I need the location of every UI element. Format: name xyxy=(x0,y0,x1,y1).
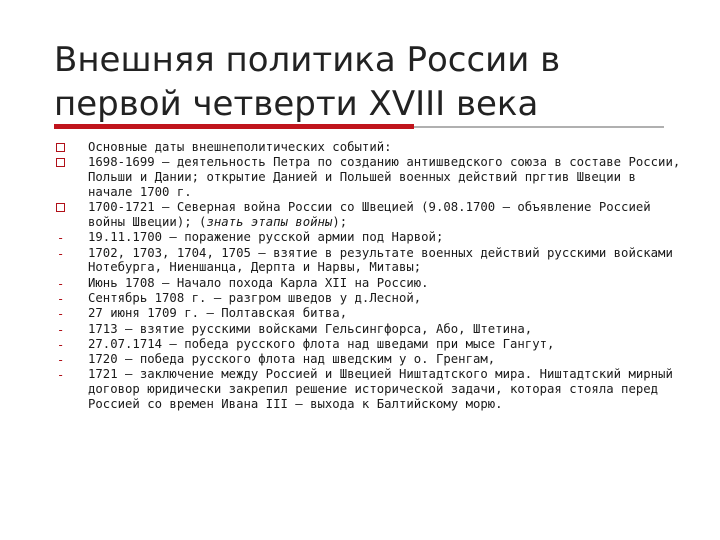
list-item xyxy=(54,291,684,306)
dash-bullet-icon: - xyxy=(57,291,65,306)
item-text: 1720 – победа русского флота над шведским у о. Гренгам, xyxy=(88,352,496,367)
title-underline-accent xyxy=(54,124,414,129)
square-bullet-icon xyxy=(54,155,88,199)
list-item xyxy=(54,200,684,230)
item-text: 1721 – заключение между Россией и Швецией Ништадтского мира. Ништадтский мирный договор юридически закрепил решение исторической задачи, которая стояла перед Россией со времен Ивана III – выхода к Балтийскому морю. xyxy=(88,367,681,412)
list-item xyxy=(54,306,684,321)
title-underline-gray xyxy=(414,126,664,128)
item-text: 19.11.1700 – поражение русской армии под Нарвой; xyxy=(88,230,444,245)
square-bullet-icon xyxy=(54,140,88,155)
dash-bullet-icon: - xyxy=(57,307,65,322)
item-text: 27 июня 1709 г. – Полтавская битва, xyxy=(88,306,348,321)
list-item xyxy=(54,352,684,367)
item-text-italic: знать этапы войны xyxy=(206,214,333,229)
item-text: 1702, 1703, 1704, 1705 – взятие в результате военных действий русскими войсками Нотебурга, Ниеншанца, Дерпта и Нарвы, Митавы; xyxy=(88,245,681,275)
slide-title: Внешняя политика России в первой четверти XVIII века xyxy=(54,40,561,124)
list-item xyxy=(54,367,684,411)
list-item xyxy=(54,230,684,245)
dash-bullet-icon: - xyxy=(57,353,65,368)
dash-bullet-icon: - xyxy=(57,276,65,291)
dash-bullet-icon: - xyxy=(57,246,65,261)
item-text-after: ); xyxy=(332,214,348,229)
list-item xyxy=(54,276,684,291)
list-item xyxy=(54,337,684,352)
list-item xyxy=(54,246,684,276)
item-text: Июнь 1708 – Начало похода Карла XII на Россию. xyxy=(88,275,429,290)
square-bullet-icon xyxy=(54,200,88,230)
list-item xyxy=(54,155,688,199)
item-text: 1698-1699 – деятельность Петра по созданию антишведского союза в составе России, Польши и Дании; открытие Данией и Польшей военных действий пргтив Швеции в начале 1700 г. xyxy=(88,155,688,199)
item-text xyxy=(88,200,684,230)
dash-bullet-icon: - xyxy=(57,322,65,337)
bullet-list xyxy=(54,140,688,412)
item-text: Сентябрь 1708 г. – разгром шведов у д.Лесной, xyxy=(88,290,422,305)
item-text: 27.07.1714 – победа русского флота над шведами при мысе Гангут, xyxy=(88,336,555,351)
dash-bullet-icon: - xyxy=(57,231,65,246)
list-item xyxy=(54,322,684,337)
item-text: 1713 – взятие русскими войсками Гельсингфорса, Або, Штетина, xyxy=(88,321,533,336)
dash-bullet-icon: - xyxy=(57,368,65,383)
item-text-main: 1700-1721 – Северная война России со Швецией (9.08.1700 – объявление Россией войны Швеции); ( xyxy=(88,200,659,229)
list-item xyxy=(54,140,684,155)
item-text: Основные даты внешнеполитических событий: xyxy=(88,140,392,154)
dash-bullet-icon: - xyxy=(57,337,65,352)
